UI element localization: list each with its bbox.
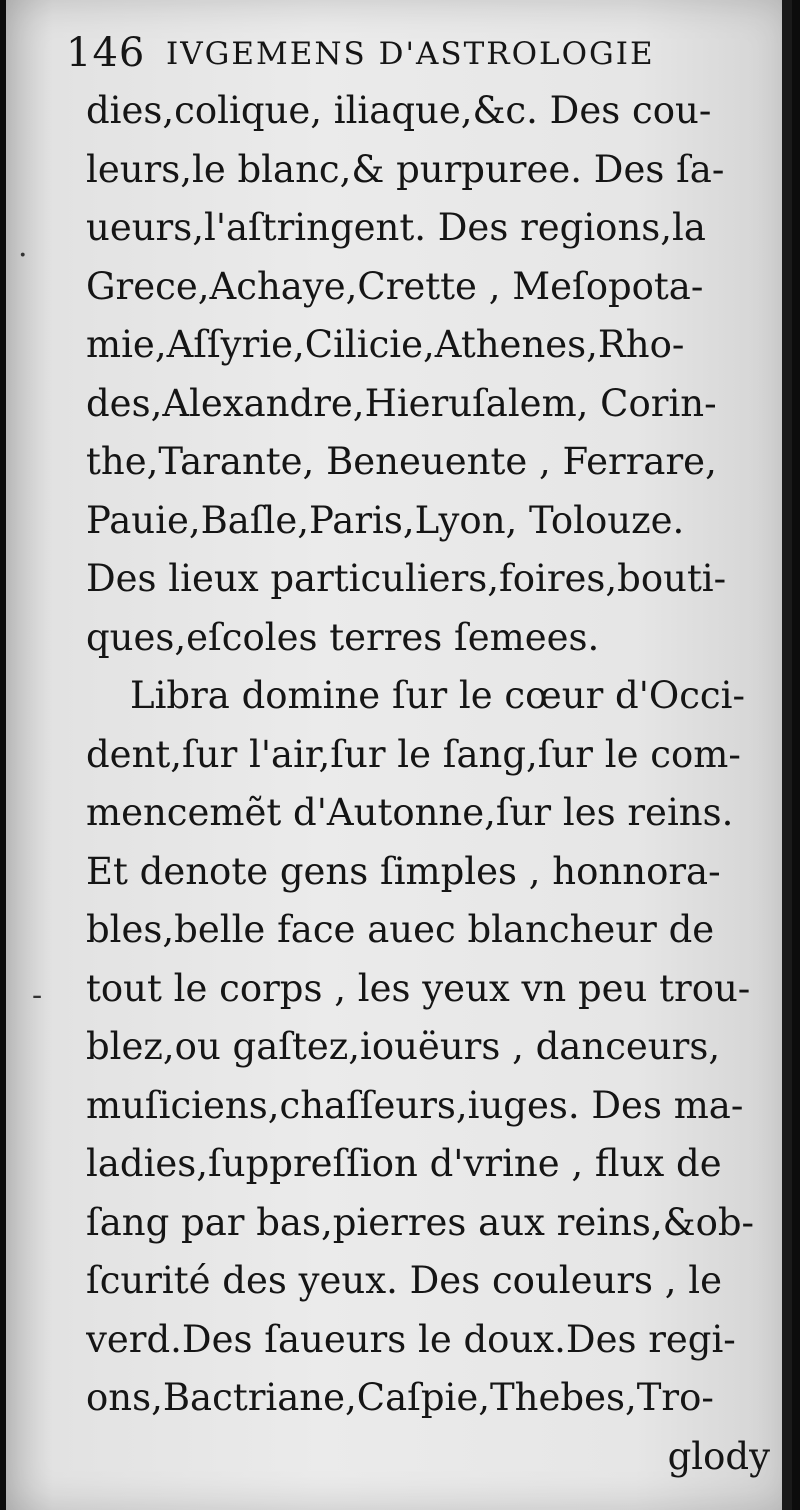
page-number: 146 [66, 30, 146, 76]
paragraph-start-line: Libra domine ſur le cœur d'Occi- [130, 674, 745, 717]
running-head: IVGEMENS D'ASTROLOGIE [166, 36, 655, 72]
text-line: verd.Des ſaueurs le doux.Des regi- [86, 1317, 736, 1361]
text-line: Grece,Achaye,Crette , Meſopota- [86, 264, 704, 308]
text-line: Des lieux particuliers,foires,bouti- [86, 557, 727, 600]
catchword: glody [667, 1434, 770, 1478]
text-line: leurs,le blanc,& purpuree. Des ſa- [86, 147, 725, 191]
text-line: ons,Bactriane,Caſpie,Thebes,Tro- [86, 1376, 714, 1419]
body-text [86, 82, 770, 1486]
text-line: ſcurité des yeux. Des couleurs , le [86, 1259, 723, 1302]
text-line: blez,ou gaſtez,iouëurs , danceurs, [86, 1025, 721, 1068]
text-line: Et denote gens ſimples , honnora- [86, 849, 721, 893]
text-line: dent,ſur l'air,ſur le ſang,ſur le com- [86, 732, 741, 776]
text-line: ueurs,l'aſtringent. Des regions,la [86, 206, 706, 249]
text-line: ladies,ſuppreſſion d'vrine , flux de [86, 1142, 722, 1185]
text-line: mie,Aſſyrie,Cilicie,Athenes,Rho- [86, 323, 685, 366]
text-line: ſang par bas,pierres aux reins,&ob- [86, 1200, 755, 1244]
margin-mark: · [18, 238, 28, 273]
text-line: des,Alexandre,Hieruſalem, Corin- [86, 381, 717, 425]
text-line: dies,colique, iliaque,&c. Des cou- [86, 89, 712, 132]
text-line: bles,belle face auec blancheur de [86, 908, 715, 951]
text-line: ques,eſcoles terres ſemees. [86, 615, 600, 659]
text-line: mencemẽt d'Autonne,ſur les reins. [86, 791, 734, 834]
book-page [6, 0, 792, 1510]
page-edge-shadow [782, 0, 792, 1510]
text-line: tout le corps , les yeux vn peu trou- [86, 966, 751, 1010]
text-line: Pauie,Baſle,Paris,Lyon, Tolouze. [86, 498, 685, 542]
text-line: the,Tarante, Beneuente , Ferrare, [86, 440, 717, 483]
page-header [66, 22, 766, 76]
margin-mark: - [32, 978, 43, 1013]
text-line: muſiciens,chaſſeurs,iuges. Des ma- [86, 1083, 744, 1127]
